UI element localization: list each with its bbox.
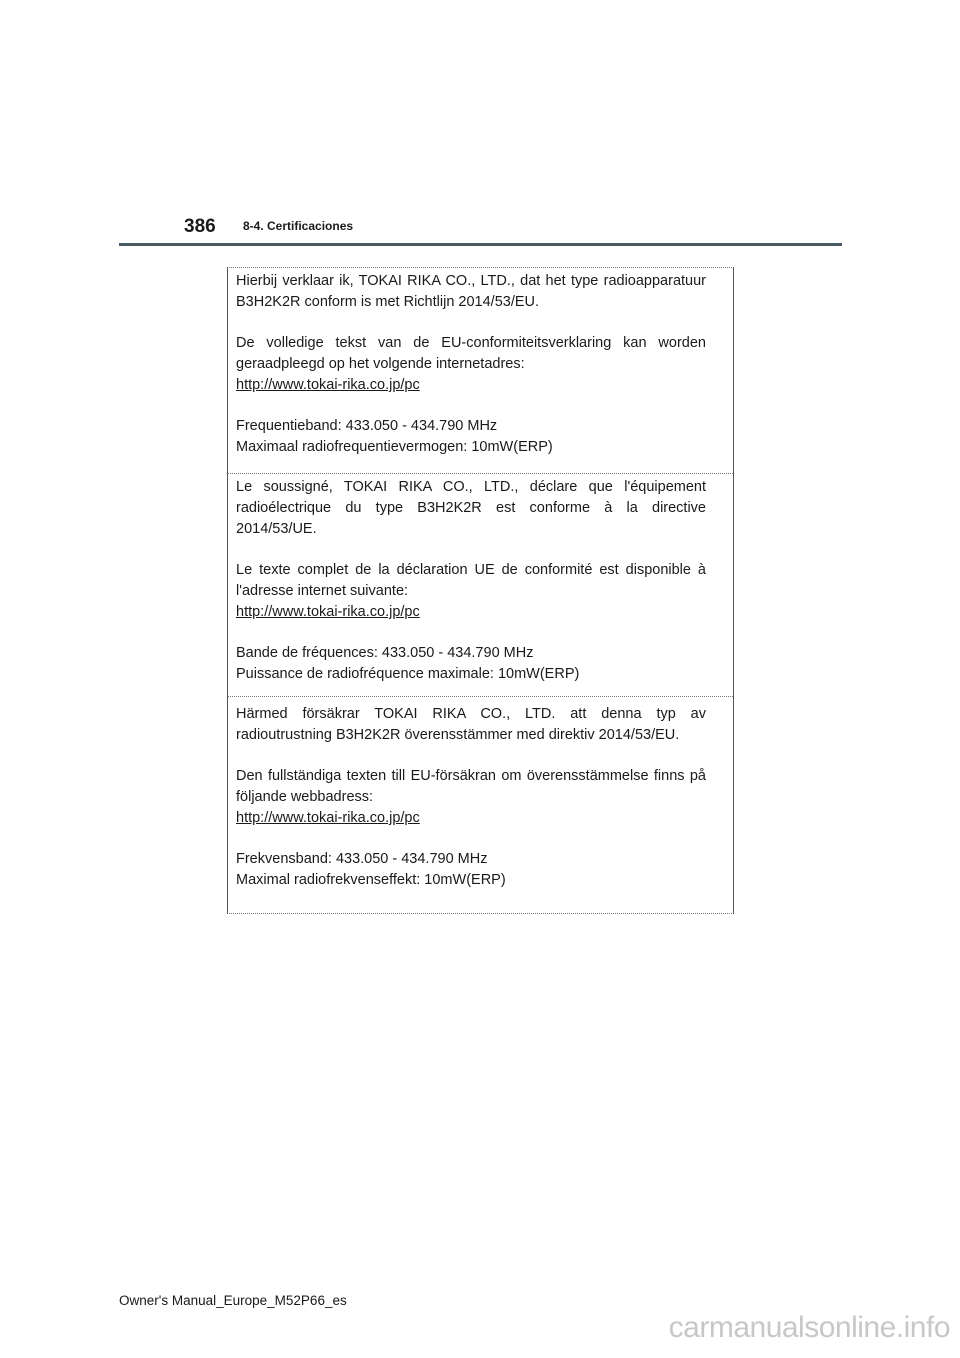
certification-block-swedish: [228, 704, 733, 891]
full-text-notice: De volledige tekst van de EU-conformiteitsverklaring kan worden geraadpleegd op het volgende internetadres:: [236, 335, 706, 372]
section-title: 8-4. Certificaciones: [243, 219, 354, 233]
max-power-text: Maximaal radiofrequentievermogen: 10mW(ERP): [236, 439, 553, 455]
certification-block-french: [228, 477, 733, 685]
certification-box: [227, 267, 734, 914]
full-text-notice: Den fullständiga texten till EU-försäkran om överensstämmelse finns på följande webbadress:: [236, 768, 706, 805]
section-divider: [228, 696, 733, 697]
declaration-url-link[interactable]: http://www.tokai-rika.co.jp/pc: [236, 604, 420, 620]
frequency-band-text: Frequentieband: 433.050 - 434.790 MHz: [236, 418, 498, 434]
certification-block-dutch: [228, 271, 733, 458]
declaration-text: Härmed försäkrar TOKAI RIKA CO., LTD. att denna typ av radioutrustning B3H2K2R överensstämmer med direktiv 2014/53/EU.: [236, 706, 706, 743]
footer-manual-id: Owner's Manual_Europe_M52P66_es: [119, 1293, 347, 1308]
max-power-text: Maximal radiofrekvenseffekt: 10mW(ERP): [236, 872, 506, 888]
full-text-notice: Le texte complet de la déclaration UE de conformité est disponible à l'adresse internet suivante:: [236, 562, 706, 599]
frequency-band-text: Bande de fréquences: 433.050 - 434.790 MHz: [236, 645, 534, 661]
declaration-url-link[interactable]: http://www.tokai-rika.co.jp/pc: [236, 377, 420, 393]
declaration-text: Le soussigné, TOKAI RIKA CO., LTD., déclare que l'équipement radioélectrique du type B3H2K2R est conforme à la directive 2014/53/UE.: [236, 479, 706, 537]
declaration-text: Hierbij verklaar ik, TOKAI RIKA CO., LTD., dat het type radioapparatuur B3H2K2R conform is met Richtlijn 2014/53/EU.: [236, 273, 706, 310]
header-rule: [119, 243, 842, 246]
watermark: carmanualsonline.info: [668, 1311, 950, 1344]
section-divider: [228, 473, 733, 474]
declaration-url-link[interactable]: http://www.tokai-rika.co.jp/pc: [236, 810, 420, 826]
frequency-band-text: Frekvensband: 433.050 - 434.790 MHz: [236, 851, 488, 867]
page-number: 386: [184, 216, 216, 237]
max-power-text: Puissance de radiofréquence maximale: 10mW(ERP): [236, 666, 580, 682]
